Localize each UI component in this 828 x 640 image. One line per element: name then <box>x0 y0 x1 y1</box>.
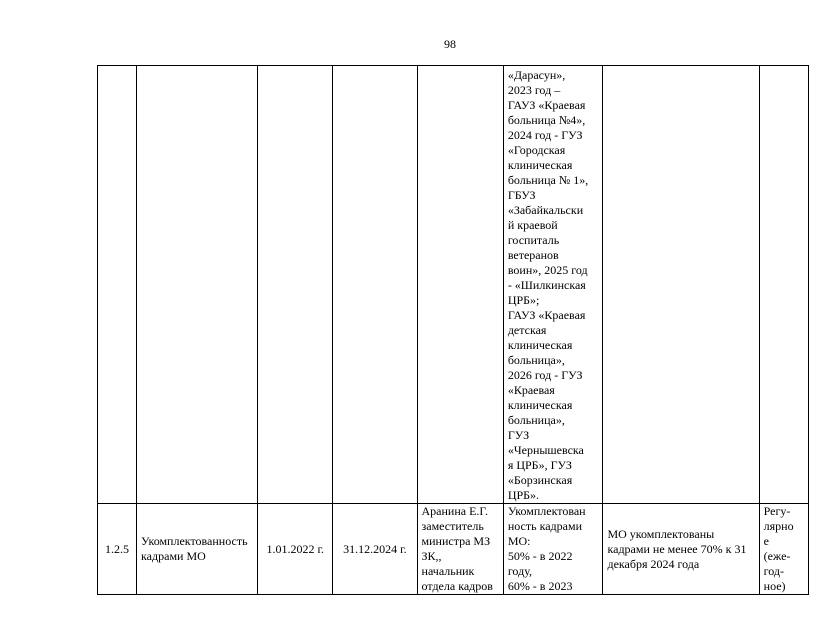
cell-result <box>603 66 759 504</box>
cell-number <box>98 66 137 504</box>
cell-executors-list: «Дарасун», 2023 год – ГАУЗ «Краевая больница №4», 2024 год - ГУЗ «Городская клиническая больница № 1», ГБУЗ «Забайкальски й краевой госпиталь ветеранов воин», 2025 год - «Шилкинская ЦРБ»; ГАУЗ «Краевая детская клиническая больница», 2026 год - ГУЗ «Краевая клиническая больница», ГУЗ «Чернышевска я ЦРБ», ГУЗ «Борзинская ЦРБ». <box>503 66 603 504</box>
row-responsible: Аранина Е.Г. заместитель министра МЗ ЗК,, начальник отдела кадров <box>417 504 503 595</box>
cell-end-date <box>333 66 417 504</box>
cell-name <box>137 66 258 504</box>
cell-frequency <box>759 66 808 504</box>
page-number: 98 <box>444 37 456 51</box>
row-frequency: Регу- лярно е (еже- год- ное) <box>759 504 808 595</box>
row-start-date: 1.01.2022 г. <box>258 504 333 595</box>
cell-responsible <box>417 66 503 504</box>
row-result: МО укомплектованы кадрами не менее 70% к 31 декабря 2024 года <box>603 504 759 595</box>
table-row-continued <box>98 66 809 504</box>
row-indicator: Укомплектован ность кадрами МО: 50% - в 2022 году, 60% - в 2023 <box>503 504 603 595</box>
row-number: 1.2.5 <box>98 504 137 595</box>
table-row-1-2-5 <box>98 504 809 595</box>
plan-table <box>97 65 809 595</box>
row-name: Укомплектованность кадрами МО <box>137 504 258 595</box>
row-end-date: 31.12.2024 г. <box>333 504 417 595</box>
cell-start-date <box>258 66 333 504</box>
